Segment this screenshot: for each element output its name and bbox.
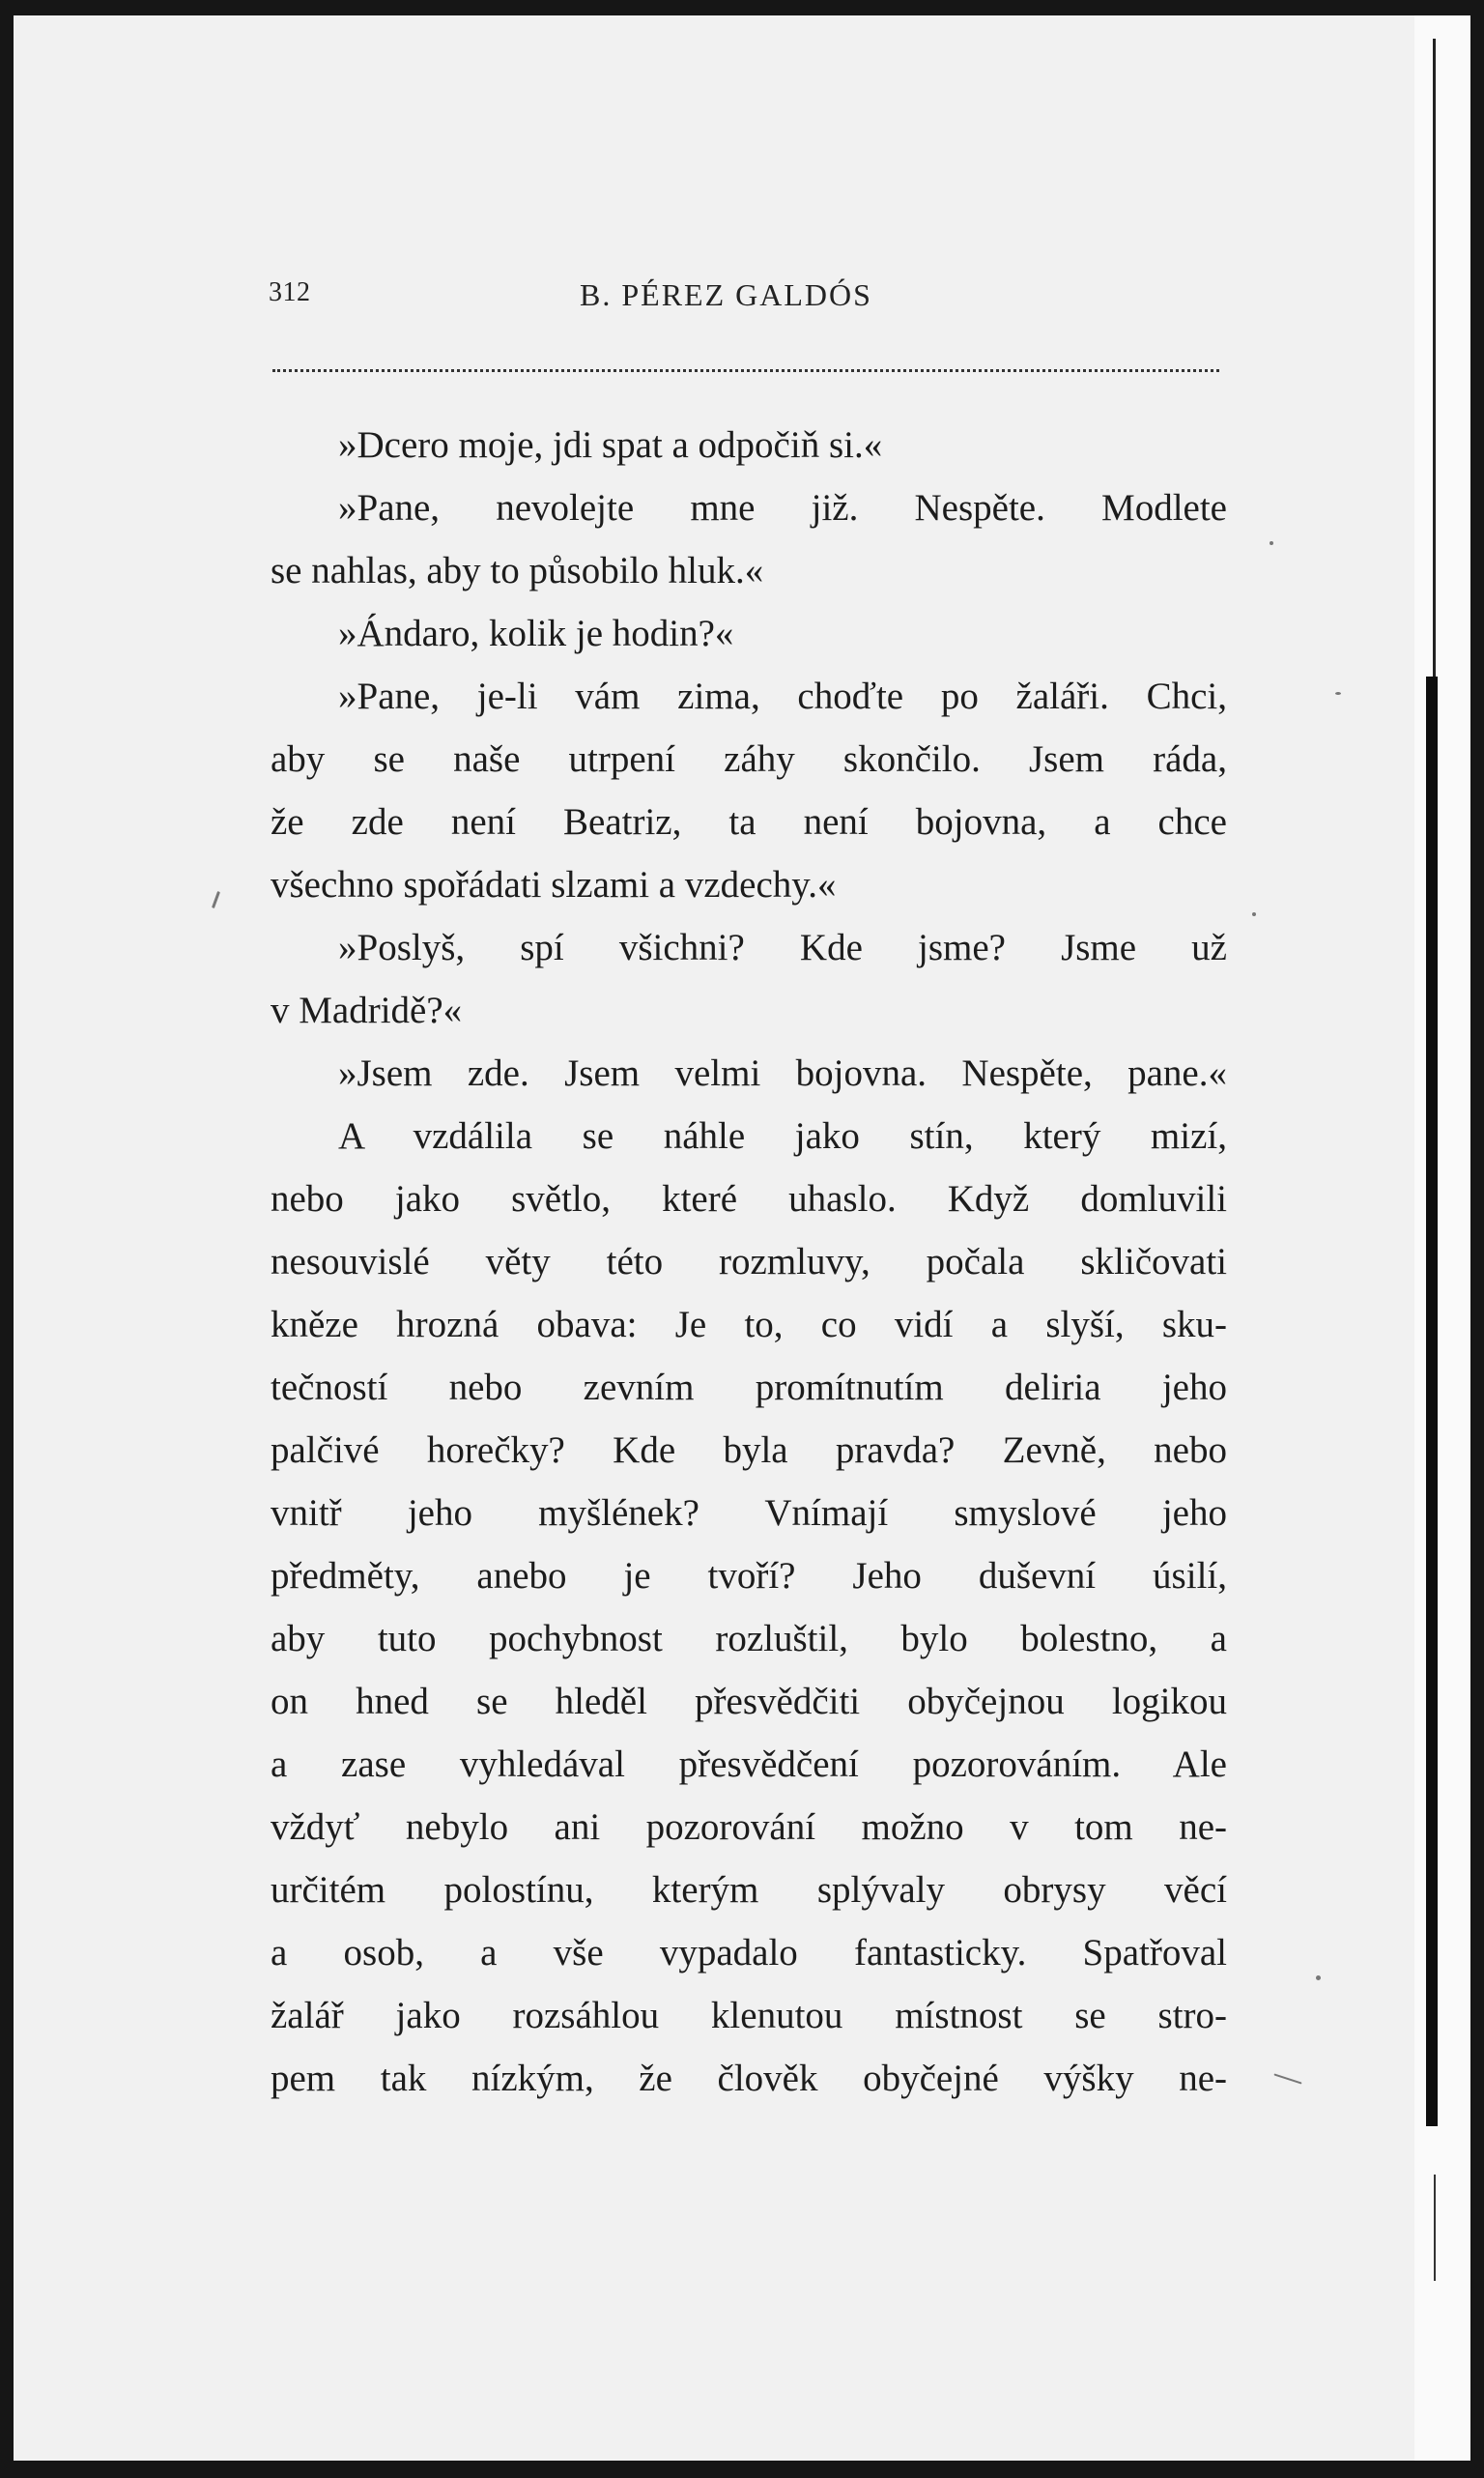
text-line: všechno spořádati slzami a vzdechy.« [271,864,837,906]
text-line: »Poslyš, spí všichni? Kde jsme? Jsme už [338,927,1227,968]
text-line: on hned se hleděl přesvědčiti obyčejnou logikou [271,1681,1227,1722]
text-line: pem tak nízkým, že člověk obyčejné výšky ne- [271,2058,1227,2099]
text-line: nebo jako světlo, které uhaslo. Když domluvili [271,1178,1227,1220]
running-head-author: B. PÉREZ GALDÓS [580,277,872,312]
header-dotted-rule [272,369,1219,372]
text-line: a osob, a vše vypadalo fantasticky. Spatřoval [271,1932,1227,1974]
scan-border-right [1470,0,1484,2478]
scan-speck [1316,1975,1321,1980]
text-line: »Jsem zde. Jsem velmi bojovna. Nespěte, pane.« [338,1052,1227,1094]
book-gutter-edge [1414,15,1470,2461]
text-line: určitém polostínu, kterým splývaly obrysy věcí [271,1869,1227,1911]
scan-speck [1335,692,1341,695]
text-line: tečností nebo zevním promítnutím deliria jeho [271,1367,1227,1408]
text-line: vnitř jeho myšlének? Vnímají smyslové jeho [271,1492,1227,1534]
text-line: »Ándaro, kolik je hodin?« [338,613,734,654]
scan-border-bottom [0,2461,1484,2478]
text-line: vždyť nebylo ani pozorování možno v tom ne- [271,1806,1227,1848]
text-line: aby tuto pochybnost rozluštil, bylo bolestno, a [271,1618,1227,1659]
text-line: v Madridě?« [271,990,463,1031]
gutter-shadow [1426,677,1438,2126]
text-line: »Pane, nevolejte mne již. Nespěte. Modlete [338,487,1227,529]
text-line: »Dcero moje, jdi spat a odpočiň si.« [338,424,883,466]
scan-speck [1270,541,1273,545]
text-line: předměty, anebo je tvoří? Jeho duševní úsilí, [271,1555,1227,1597]
running-head [269,274,1225,322]
text-line: aby se naše utrpení záhy skončilo. Jsem ráda, [271,738,1227,780]
text-line: a zase vyhledával přesvědčení pozorováním. Ale [271,1743,1227,1785]
page-number: 312 [269,277,311,307]
scan-border-left [0,0,14,2478]
text-line: že zde není Beatriz, ta není bojovna, a chce [271,801,1227,843]
gutter-line-lower [1434,2175,1436,2281]
text-line: A vzdálila se náhle jako stín, který mizí, [338,1115,1227,1157]
text-line: kněze hrozná obava: Je to, co vidí a slyší, sku- [271,1304,1227,1345]
text-line: se nahlas, aby to působilo hluk.« [271,550,764,591]
text-line: palčivé horečky? Kde byla pravda? Zevně, nebo [271,1429,1227,1471]
body-text [271,414,1227,2110]
scan-speck [1252,912,1256,916]
text-line: »Pane, je-li vám zima, choďte po žaláři. Chci, [338,676,1227,717]
text-line: žalář jako rozsáhlou klenutou místnost se stro- [271,1995,1227,2036]
scan-border-top [0,0,1484,15]
text-line: nesouvislé věty této rozmluvy, počala skličovati [271,1241,1227,1282]
